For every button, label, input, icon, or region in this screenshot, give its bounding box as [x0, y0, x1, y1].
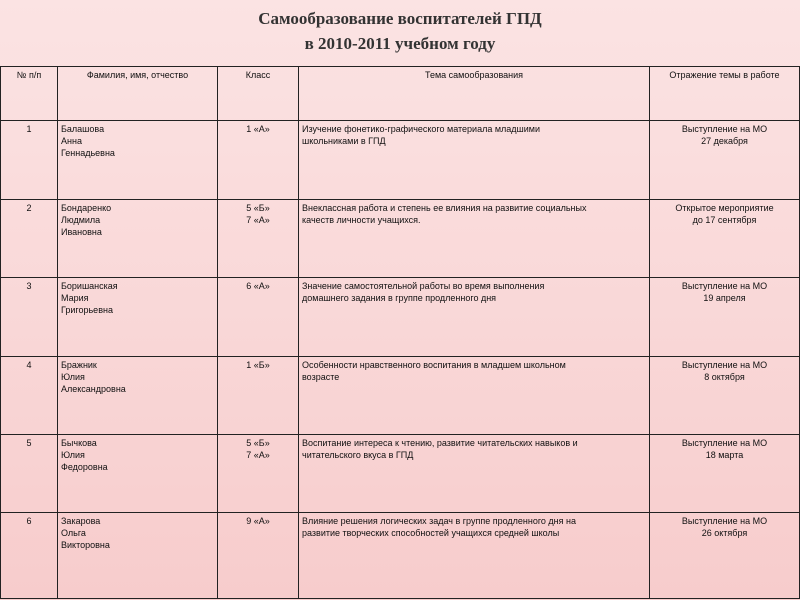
- table-row: [1, 356, 800, 434]
- class-value: 6 «А»: [246, 281, 270, 292]
- row-class: [218, 121, 299, 199]
- table-row: [1, 435, 800, 513]
- row-topic: [299, 513, 650, 599]
- reflection-line: Выступление на МО: [681, 438, 768, 449]
- title-line-1: Самообразование воспитателей ГПД: [258, 9, 542, 28]
- name-surname: Бражник: [61, 359, 97, 370]
- topic-line: Значение самостоятельной работы во время выполнения: [302, 281, 545, 292]
- reflection-line: Выступление на МО: [681, 281, 768, 292]
- row-reflection: [650, 435, 800, 513]
- name-patronymic: Геннадьевна: [61, 148, 115, 159]
- row-num: 5: [1, 435, 58, 513]
- title-line-2: в 2010-2011 учебном году: [304, 34, 496, 53]
- row-name: [58, 121, 218, 199]
- class-value: 9 «А»: [246, 516, 270, 527]
- reflection-line: 27 декабря: [701, 136, 748, 147]
- topic-line: развитие творческих способностей учащихся средней школы: [302, 528, 560, 539]
- class-value: 7 «А»: [246, 214, 270, 225]
- row-num: 3: [1, 278, 58, 356]
- row-class: [218, 356, 299, 434]
- header-name: Фамилия, имя, отчество: [58, 67, 218, 121]
- row-class: [218, 513, 299, 599]
- row-class: [218, 199, 299, 277]
- header-topic: Тема самообразования: [299, 67, 650, 121]
- reflection-line: 26 октября: [701, 528, 748, 539]
- row-topic: [299, 199, 650, 277]
- reflection-line: 8 октября: [704, 371, 745, 382]
- reflection-line: Выступление на МО: [681, 516, 768, 527]
- name-first: Мария: [61, 293, 89, 304]
- page-title: [0, 6, 800, 56]
- reflection-line: Выступление на МО: [681, 124, 768, 135]
- row-name: [58, 435, 218, 513]
- row-reflection: [650, 121, 800, 199]
- row-name: [58, 513, 218, 599]
- reflection-line: 19 апреля: [703, 293, 746, 304]
- row-name: [58, 278, 218, 356]
- class-value: 5 «Б»: [246, 202, 270, 213]
- name-patronymic: Александровна: [61, 383, 126, 394]
- table-header-row: [1, 67, 800, 121]
- topic-line: читательского вкуса в ГПД: [302, 450, 414, 461]
- reflection-line: Открытое мероприятие: [675, 202, 774, 213]
- header-num: № п/п: [1, 67, 58, 121]
- name-first: Людмила: [61, 214, 101, 225]
- row-topic: [299, 121, 650, 199]
- name-patronymic: Викторовна: [61, 540, 110, 551]
- row-topic: [299, 356, 650, 434]
- topic-line: школьниками в ГПД: [302, 136, 386, 147]
- name-first: Юлия: [61, 371, 85, 382]
- class-value: 1 «Б»: [246, 359, 270, 370]
- topic-line: Влияние решения логических задач в группе продленного дня на: [302, 516, 576, 527]
- table-row: [1, 278, 800, 356]
- row-topic: [299, 278, 650, 356]
- name-patronymic: Ивановна: [61, 226, 102, 237]
- class-value: 1 «А»: [246, 124, 270, 135]
- name-first: Юлия: [61, 450, 85, 461]
- class-value: 7 «А»: [246, 450, 270, 461]
- row-reflection: [650, 199, 800, 277]
- header-class: Класс: [218, 67, 299, 121]
- row-topic: [299, 435, 650, 513]
- row-num: 2: [1, 199, 58, 277]
- row-reflection: [650, 278, 800, 356]
- reflection-line: 18 марта: [705, 450, 744, 461]
- table-row: [1, 199, 800, 277]
- name-surname: Закарова: [61, 516, 101, 527]
- name-patronymic: Григорьевна: [61, 305, 113, 316]
- row-reflection: [650, 356, 800, 434]
- topic-line: Изучение фонетико-графического материала младшими: [302, 124, 540, 135]
- row-class: [218, 435, 299, 513]
- name-surname: Боришанская: [61, 281, 118, 292]
- name-surname: Бондаренко: [61, 202, 112, 213]
- topic-line: Особенности нравственного воспитания в младшем школьном: [302, 359, 566, 370]
- name-surname: Балашова: [61, 124, 105, 135]
- self-education-table: [0, 66, 800, 599]
- class-value: 5 «Б»: [246, 438, 270, 449]
- reflection-line: Выступление на МО: [681, 359, 768, 370]
- name-first: Ольга: [61, 528, 86, 539]
- row-reflection: [650, 513, 800, 599]
- row-class: [218, 278, 299, 356]
- name-first: Анна: [61, 136, 82, 147]
- table-row: [1, 121, 800, 199]
- row-name: [58, 199, 218, 277]
- row-name: [58, 356, 218, 434]
- name-patronymic: Федоровна: [61, 462, 108, 473]
- reflection-line: до 17 сентября: [692, 214, 757, 225]
- topic-line: Внеклассная работа и степень ее влияния на развитие социальных: [302, 202, 587, 213]
- topic-line: Воспитание интереса к чтению, развитие читательских навыков и: [302, 438, 578, 449]
- table-row: [1, 513, 800, 599]
- row-num: 4: [1, 356, 58, 434]
- header-reflection: Отражение темы в работе: [650, 67, 800, 121]
- name-surname: Бычкова: [61, 438, 97, 449]
- topic-line: качеств личности учащихся.: [302, 214, 421, 225]
- topic-line: возрасте: [302, 371, 340, 382]
- row-num: 6: [1, 513, 58, 599]
- row-num: 1: [1, 121, 58, 199]
- topic-line: домашнего задания в группе продленного дня: [302, 293, 497, 304]
